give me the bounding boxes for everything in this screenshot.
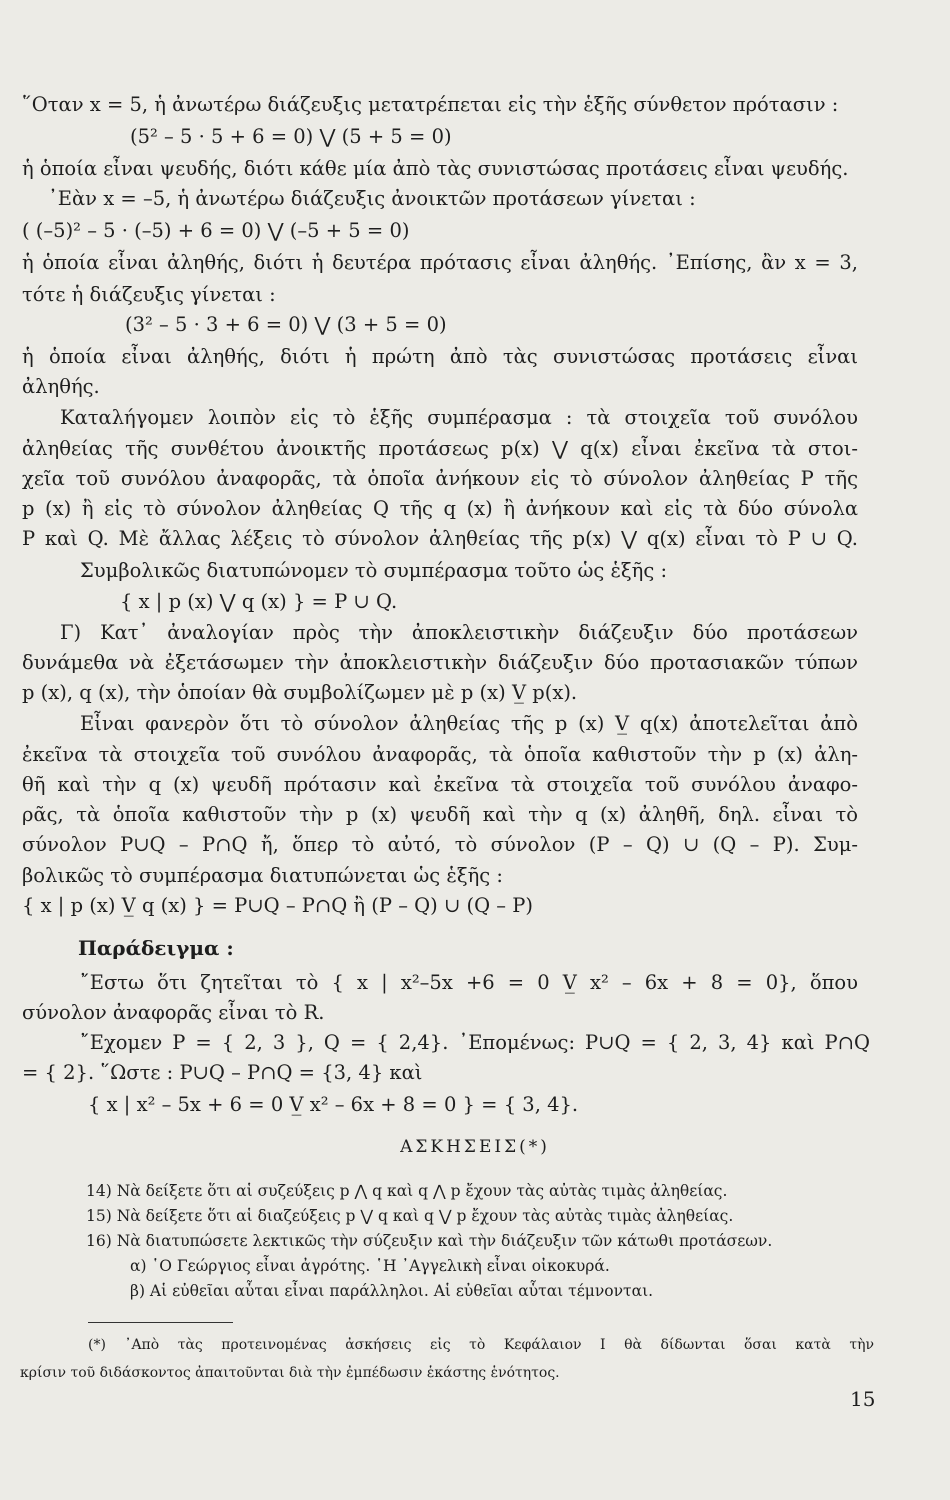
formula-line: { x | x² – 5x + 6 = 0 V̲ x² – 6x + 8 = 0 } = { 3, 4}.: [88, 1093, 579, 1116]
footnote-rule: [88, 1322, 233, 1323]
text-line: ἀληθής.: [22, 375, 100, 398]
footnote-text: (*) ᾿Απὸ τὰς προτεινομένας ἀσκήσεις εἰς τὸ Κεφάλαιον Ι θὰ δίδωνται ὅσαι κατὰ τὴν: [88, 1337, 874, 1353]
text-line: ῎Εχομεν P = { 2, 3 }, Q = { 2,4}. ᾿Επομένως: P∪Q = { 2, 3, 4} καὶ P∩Q: [80, 1031, 870, 1054]
exercise-subitem: α) ῾Ο Γεώργιος εἶναι ἀγρότης. ῾Η ᾿Αγγελικὴ εἶναι οἰκοκυρά.: [130, 1257, 610, 1275]
text-line: Γ) Κατ᾿ ἀναλογίαν πρὸς τὴν ἀποκλειστικὴν διάζευξιν δύο προτάσεων: [60, 621, 858, 644]
text-line: ἀληθείας τῆς συνθέτου ἀνοικτῆς προτάσεως p(x) ⋁ q(x) εἶναι ἐκεῖνα τὰ στοι-: [22, 437, 858, 460]
text-line: χεῖα τοῦ συνόλου ἀναφορᾶς, τὰ ὁποῖα ἀνήκουν εἰς τὸ σύνολον ἀληθείας P τῆς: [22, 467, 858, 490]
text-line: θῆ καὶ τὴν q (x) ψευδῆ πρότασιν καὶ ἐκεῖνα τὰ στοιχεῖα τοῦ συνόλου ἀναφο-: [22, 773, 858, 796]
text-line: ἡ ὁποία εἶναι ψευδής, διότι κάθε μία ἀπὸ τὰς συνιστώσας προτάσεις εἶναι ψευδής.: [22, 157, 849, 180]
text-line: ρᾶς, τὰ ὁποῖα καθιστοῦν τὴν p (x) ψευδῆ καὶ τὴν q (x) ἀληθῆ, δηλ. εἶναι τὸ: [22, 803, 858, 826]
text-line: σύνολον P∪Q – P∩Q ἤ, ὅπερ τὸ αὐτό, τὸ σύνολον (P – Q) ∪ (Q – P). Συμ-: [22, 833, 858, 856]
text-line: ᾿Εὰν x = –5, ἡ ἀνωτέρω διάζευξις ἀνοικτῶν προτάσεων γίνεται :: [48, 187, 696, 210]
page-number: 15: [850, 1387, 876, 1411]
text-line: Συμβολικῶς διατυπώνομεν τὸ συμπέρασμα τοῦτο ὡς ἑξῆς :: [80, 559, 668, 582]
text-line: βολικῶς τὸ συμπέρασμα διατυπώνεται ὡς ἑξῆς :: [22, 864, 503, 887]
exercise-item: 16) Νὰ διατυπώσετε λεκτικῶς τὴν σύζευξιν καὶ τὴν διάζευξιν τῶν κάτωθι προτάσεων.: [86, 1232, 773, 1250]
text-line: δυνάμεθα νὰ ἐξετάσωμεν τὴν ἀποκλειστικὴν διάζευξιν δύο προτασιακῶν τύπων: [22, 651, 858, 674]
text-line: Καταλήγομεν λοιπὸν εἰς τὸ ἑξῆς συμπέρασμα : τὰ στοιχεῖα τοῦ συνόλου: [60, 406, 858, 429]
exercise-subitem: β) Αἱ εὐθεῖαι αὗται εἶναι παράλληλοι. Αἱ εὐθεῖαι αὗται τέμνονται.: [130, 1282, 654, 1300]
exercise-item: 14) Νὰ δείξετε ὅτι αἱ συζεύξεις p ⋀ q καὶ q ⋀ p ἔχουν τὰς αὐτὰς τιμὰς ἀληθείας.: [86, 1182, 728, 1200]
text-line: σύνολον ἀναφορᾶς εἶναι τὸ R.: [22, 1001, 325, 1024]
text-line: Εἶναι φανερὸν ὅτι τὸ σύνολον ἀληθείας τῆς p (x) V̲ q(x) ἀποτελεῖται ἀπὸ: [80, 712, 858, 735]
text-line: τότε ἡ διάζευξις γίνεται :: [22, 283, 276, 306]
text-line: = { 2}. ῞Ωστε : P∪Q – P∩Q = {3, 4} καὶ: [22, 1061, 423, 1084]
footnote-text: κρίσιν τοῦ διδάσκοντος ἀπαιτοῦνται διὰ τὴν ἐμπέδωσιν ἑκάστης ἑνότητος.: [20, 1365, 560, 1381]
formula-line: { x | p (x) V̲ q (x) } = P∪Q – P∩Q ἢ (P – Q) ∪ (Q – P): [22, 894, 533, 917]
text-line: P καὶ Q. Μὲ ἄλλας λέξεις τὸ σύνολον ἀληθείας τῆς p(x) ⋁ q(x) εἶναι τὸ P ∪ Q.: [22, 527, 858, 550]
formula-line: (3² – 5 · 3 + 6 = 0) ⋁ (3 + 5 = 0): [125, 313, 447, 336]
formula-line: { x | p (x) ⋁ q (x) } = P ∪ Q.: [120, 590, 398, 613]
text-line: ἐκεῖνα τὰ στοιχεῖα τοῦ συνόλου ἀναφορᾶς, τὰ ὁποῖα καθιστοῦν τὴν p (x) ἀλη-: [22, 743, 858, 766]
text-line: ἡ ὁποία εἶναι ἀληθής, διότι ἡ δευτέρα πρότασις εἶναι ἀληθής. ᾿Επίσης, ἂν x = 3,: [22, 251, 858, 274]
text-line: ῞Οταν x = 5, ἡ ἀνωτέρω διάζευξις μετατρέπεται εἰς τὴν ἑξῆς σύνθετον πρότασιν :: [22, 93, 839, 116]
formula-line: ( (–5)² – 5 · (–5) + 6 = 0) ⋁ (–5 + 5 = 0): [22, 219, 410, 242]
exercises-heading: ΑΣΚΗΣΕΙΣ(*): [400, 1137, 550, 1157]
text-line: p (x), q (x), τὴν ὁποίαν θὰ συμβολίζωμεν μὲ p (x) V̲ p(x).: [22, 681, 578, 704]
example-heading: Παράδειγμα :: [78, 936, 234, 960]
formula-line: (5² – 5 · 5 + 6 = 0) ⋁ (5 + 5 = 0): [130, 125, 452, 148]
text-line: p (x) ἢ εἰς τὸ σύνολον ἀληθείας Q τῆς q (x) ἢ ἀνήκουν καὶ εἰς τὰ δύο σύνολα: [22, 497, 858, 520]
exercise-item: 15) Νὰ δείξετε ὅτι αἱ διαζεύξεις p ⋁ q καὶ q ⋁ p ἔχουν τὰς αὐτὰς τιμὰς ἀληθείας.: [86, 1207, 734, 1225]
text-line: ῎Εστω ὅτι ζητεῖται τὸ { x | x²–5x +6 = 0 V̲ x² – 6x + 8 = 0}, ὅπου: [80, 971, 858, 994]
text-line: ἡ ὁποία εἶναι ἀληθής, διότι ἡ πρώτη ἀπὸ τὰς συνιστώσας προτάσεις εἶναι: [22, 345, 858, 368]
